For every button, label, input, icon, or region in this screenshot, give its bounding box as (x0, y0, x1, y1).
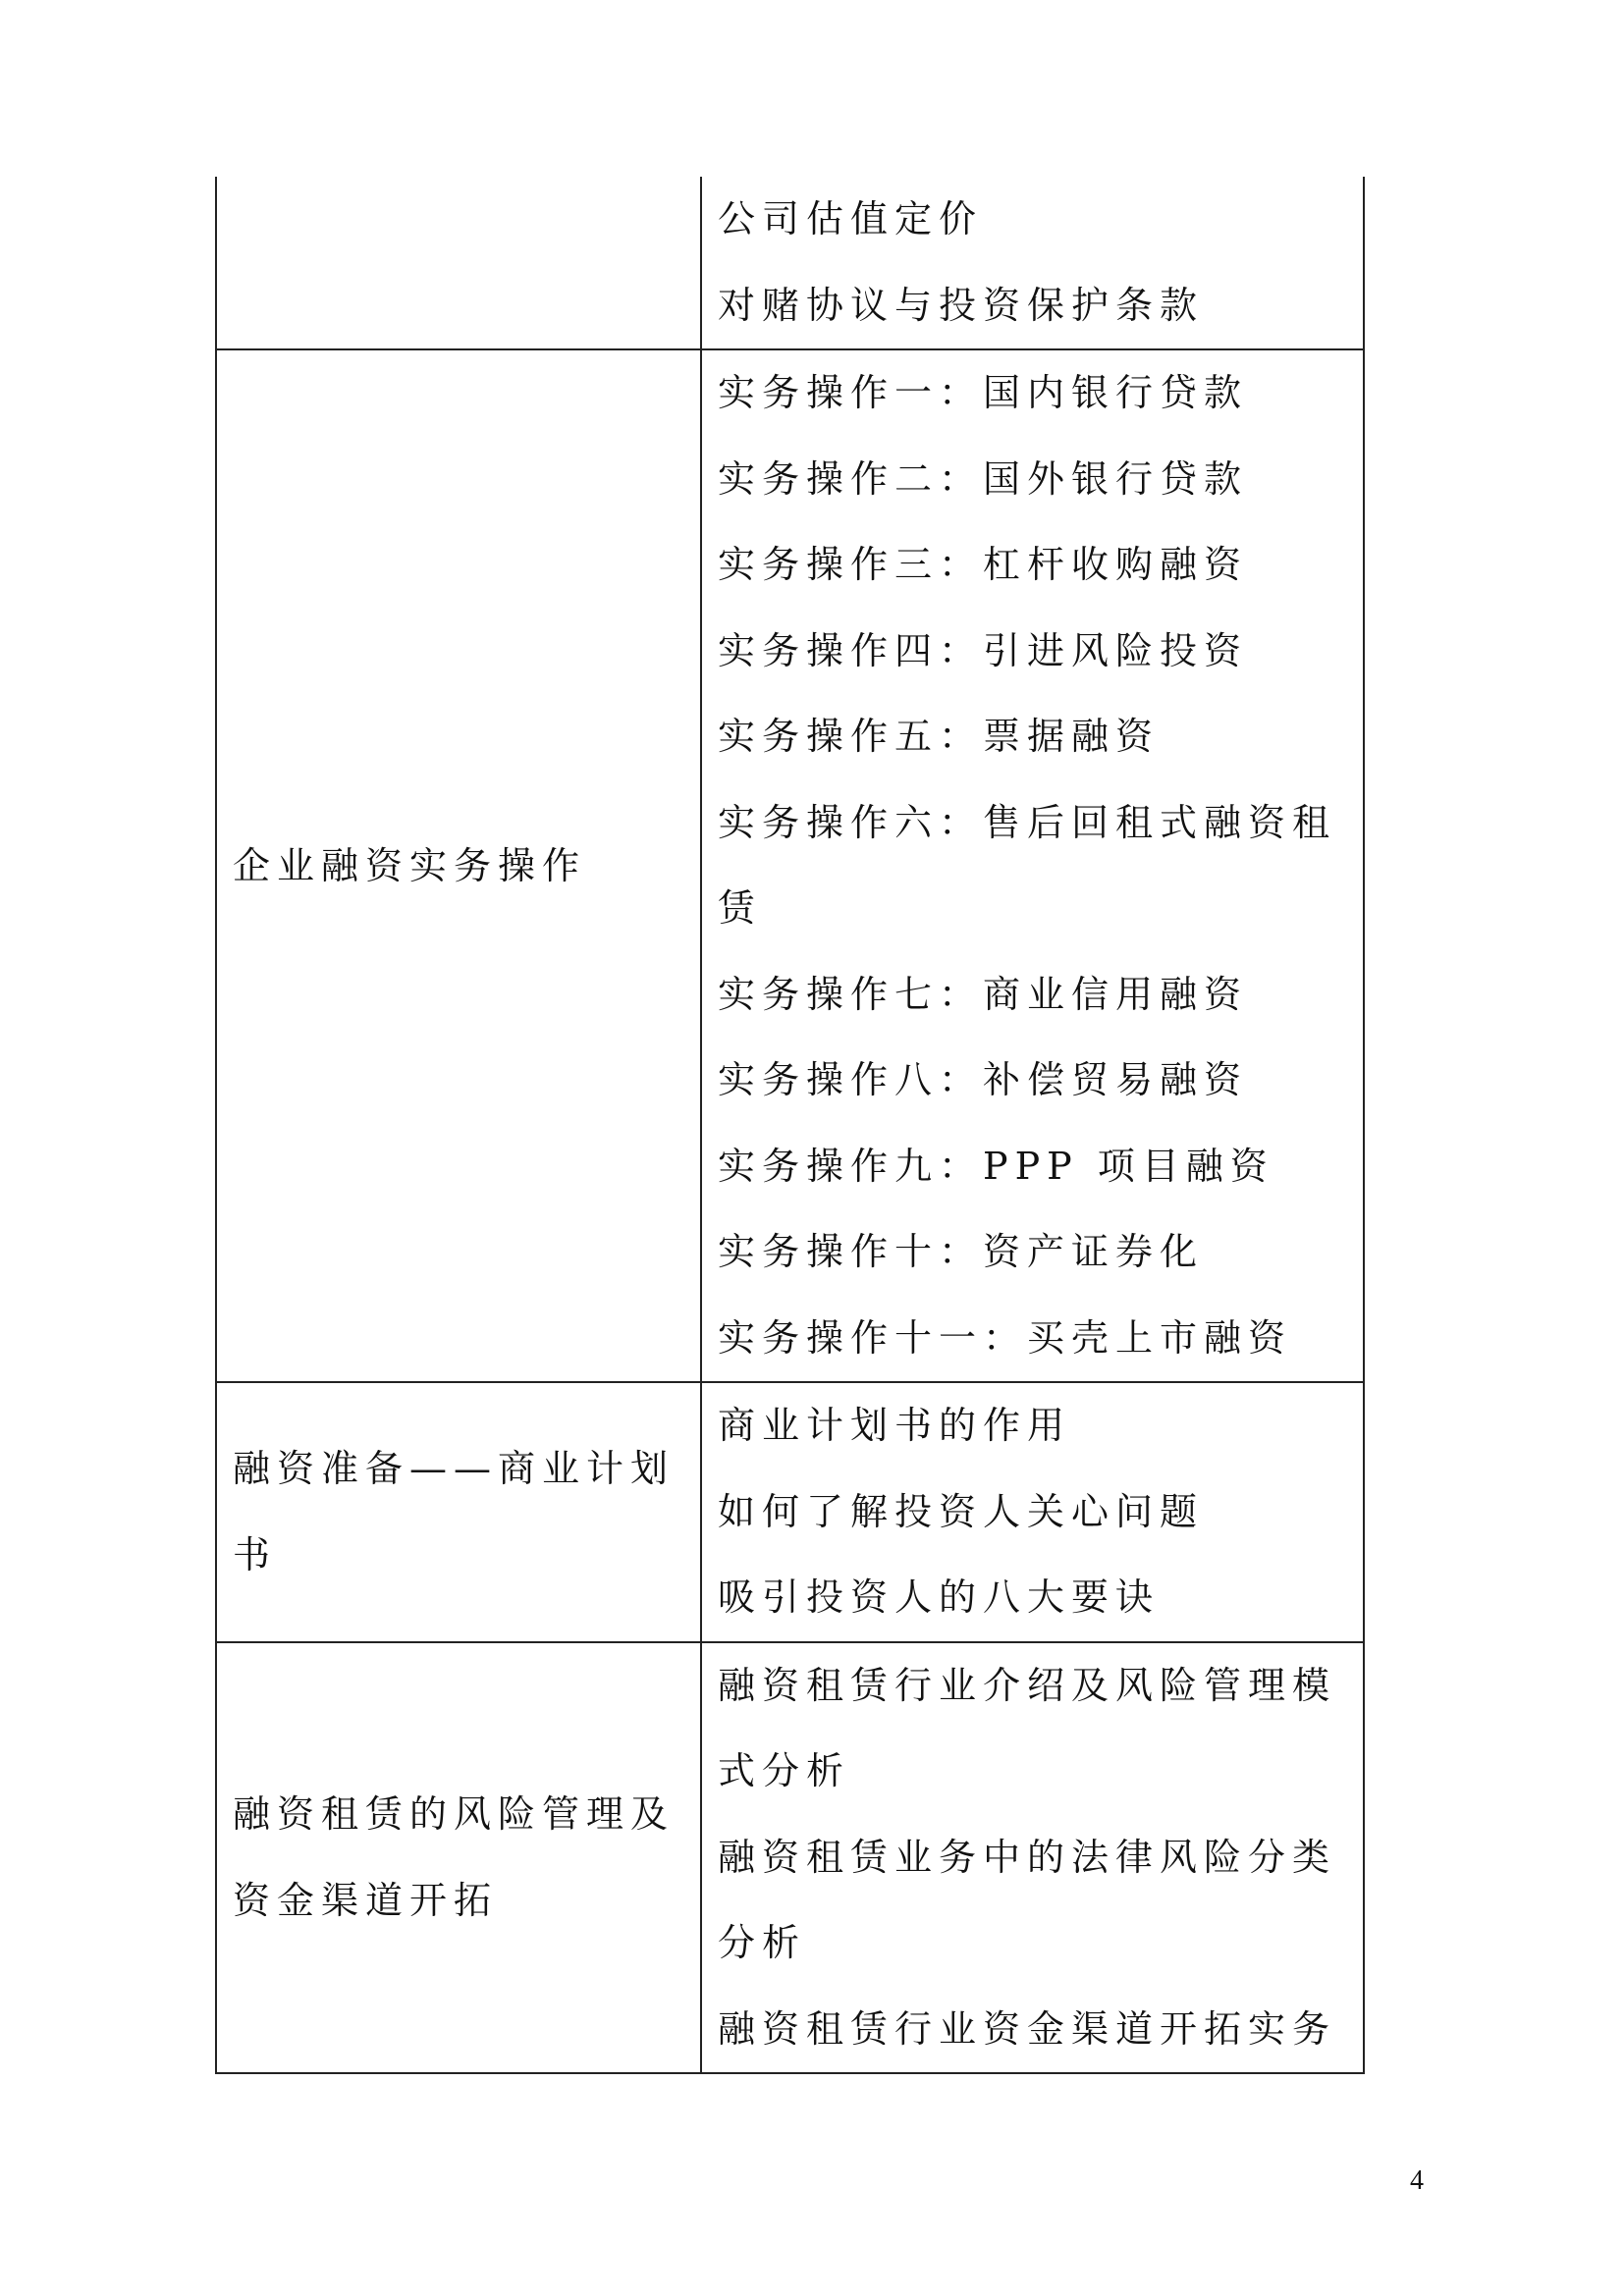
topic-item: 实务操作七：商业信用融资 (718, 972, 1249, 1016)
page-number: 4 (1410, 2165, 1424, 2196)
table-row (216, 1382, 1364, 1642)
topic-list (718, 1643, 1355, 2073)
topic-item: 如何了解投资人关心问题 (718, 1489, 1205, 1533)
topic-item: 实务操作一：国内银行贷款 (718, 371, 1249, 414)
module-cell (216, 177, 701, 349)
topic-item: 融资租赁行业资金渠道开拓实务 (718, 2006, 1337, 2051)
topic-item: 实务操作六：售后回租式融资租赁 (718, 800, 1337, 930)
topic-item: 实务操作二：国外银行贷款 (718, 456, 1249, 501)
topic-item: 融资租赁行业介绍及风险管理模式分析 (718, 1663, 1337, 1792)
topic-item: 公司估值定价 (718, 197, 984, 240)
topic-item: 对赌协议与投资保护条款 (718, 283, 1205, 327)
topic-item: 融资租赁业务中的法律风险分类分析 (718, 1835, 1337, 1964)
topic-item: 实务操作五：票据融资 (718, 715, 1161, 758)
module-title: 企业融资实务操作 (233, 844, 587, 887)
topic-cell (701, 1382, 1364, 1642)
module-cell (216, 349, 701, 1382)
topic-item: 实务操作三：杠杆收购融资 (718, 543, 1249, 586)
topic-cell (701, 177, 1364, 349)
topic-cell (701, 1642, 1364, 2074)
course-outline-table (215, 177, 1365, 2074)
topic-cell (701, 349, 1364, 1382)
topic-item: 商业计划书的作用 (718, 1404, 1072, 1447)
table-row (216, 177, 1364, 349)
module-title: 融资准备——商业计划书 (233, 1447, 676, 1577)
module-cell (216, 1382, 701, 1642)
topic-item: 实务操作四：引进风险投资 (718, 628, 1249, 672)
topic-item: 实务操作十一：买壳上市融资 (718, 1315, 1293, 1360)
topic-item: 吸引投资人的八大要诀 (718, 1575, 1161, 1619)
topic-item: 实务操作八：补偿贸易融资 (718, 1058, 1249, 1101)
topic-list (718, 1383, 1355, 1641)
module-cell (216, 1642, 701, 2074)
topic-list (718, 350, 1355, 1381)
topic-list (718, 177, 1355, 348)
table-row (216, 349, 1364, 1382)
table-row (216, 1642, 1364, 2074)
module-title: 融资租赁的风险管理及资金渠道开拓 (233, 1792, 676, 1923)
topic-item: 实务操作十：资产证券化 (718, 1230, 1205, 1273)
topic-item: 实务操作九：PPP 项目融资 (718, 1144, 1274, 1188)
